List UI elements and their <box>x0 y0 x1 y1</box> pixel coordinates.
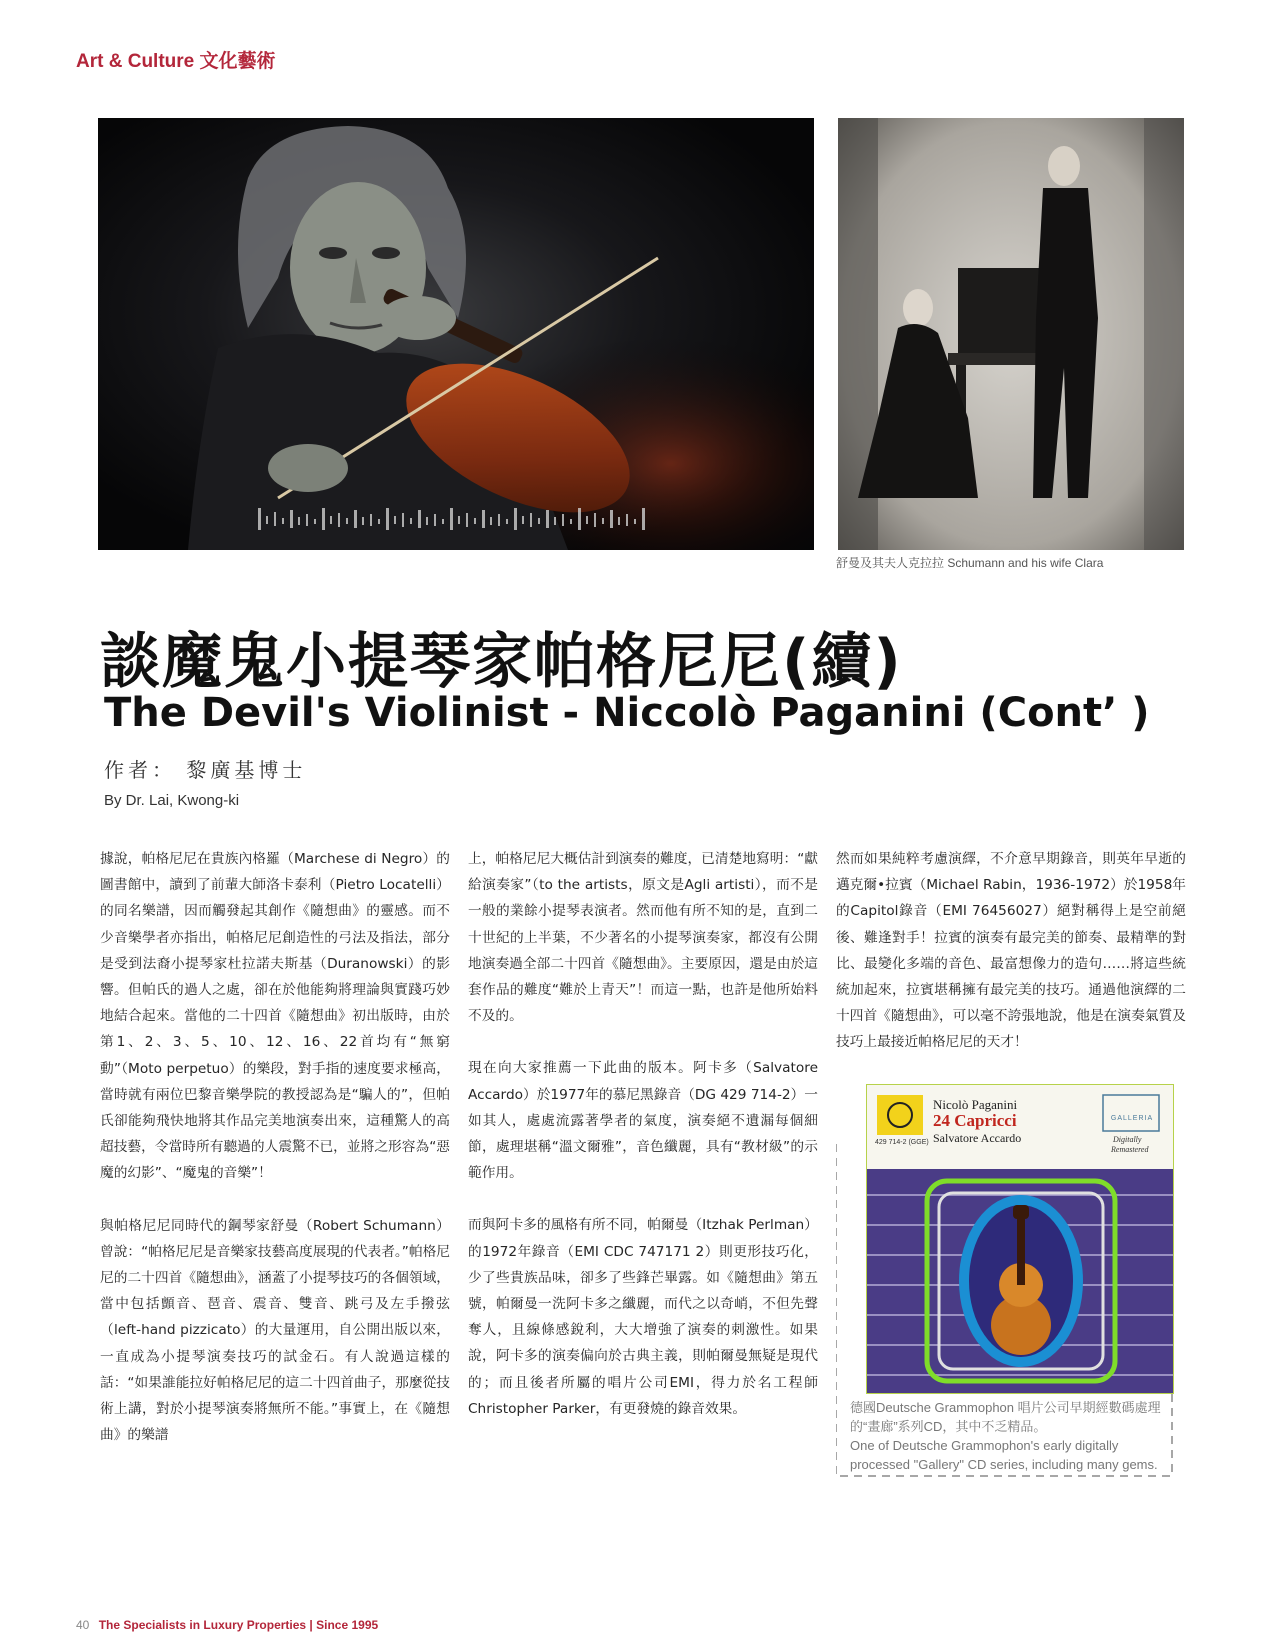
cd-composer: Nicolò Paganini <box>933 1097 1018 1112</box>
violinist-image <box>98 118 814 550</box>
paragraph: 現在向大家推薦一下此曲的版本。阿卡多（Salvatore Accardo）於1977年的慕尼黑錄音（DG 429 714-2）一如其人，處處流露著學者的氣度，演奏絕不遺漏每個細節，處理堪稱“溫文爾雅”，音色纖麗，具有“教材級”的示範作用。 <box>468 1060 818 1182</box>
paragraph: 上，帕格尼尼大概估計到演奏的難度，已清楚地寫明：“獻給演奏家”（to the artists，原文是Agli artisti），而不是一般的業餘小提琴表演者。然而他有所不知的是，直到二十世紀的上半葉，不少著名的小提琴演奏家，都沒有公開地演奏過全部二十四首《隨想曲》。主要原因，還是由於這套作品的難度“難於上青天”！而這一點，也許是他所始料不及的。 <box>468 851 818 1025</box>
page-footer <box>76 1618 378 1632</box>
paragraph: 據說，帕格尼尼在貴族內格羅（Marchese di Negro）的圖書館中，讀到了前輩大師洛卡泰利（Pietro Locatelli）的同名樂譜，因而觸發起其創作《隨想曲》的靈感。而不少音樂學者亦指出，帕格尼尼創造性的弓法及指法，部分是受到法裔小提琴家杜拉諾夫斯基（Duranowski）的影響。但帕氏的過人之處，卻在於他能夠將理論與實踐巧妙地結合起來。當他的二十四首《隨想曲》初出版時，由於第1、2、3、5、10、12、16、22首均有“無窮動”（Moto perpetuo）的樂段，對手指的速度要求極高，當時就有兩位巴黎音樂學院的教授認為是“騙人的”，但帕氏卻能夠飛快地將其作品完美地演奏出來，這種驚人的高超技藝，令當時所有聽過的人震驚不已，並將之形容為“惡魔的幻影”、“魔鬼的音樂”！ <box>100 851 450 1182</box>
paragraph: 與帕格尼尼同時代的鋼琴家舒曼（Robert Schumann）曾說：“帕格尼尼是音樂家技藝高度展現的代表者。”帕格尼尼的二十四首《隨想曲》，涵蓋了小提琴技巧的各個領域，當中包括顫音、琶音、震音、雙音、跳弓及左手撥弦（left-hand pizzicato）的大量運用，自公開出版以來，一直成為小提琴演奏技巧的試金石。有人說過這樣的話：“如果誰能拉好帕格尼尼的這二十四首曲子，那麼從技術上講，對於小提琴演奏將無所不能。”事實上，在《隨想曲》的樂譜 <box>100 1217 450 1444</box>
page-title-zh: 談魔鬼小提琴家帕格尼尼(續) <box>100 627 903 697</box>
author-zh: 作者： 黎廣基博士 <box>104 758 307 782</box>
author-en: By Dr. Lai, Kwong-ki <box>104 792 240 809</box>
footer-text: The Specialists in Luxury Properties | Since 1995 <box>98 1618 379 1632</box>
cd-performer: Salvatore Accardo <box>933 1131 1022 1145</box>
cd-work: 24 Capricci <box>933 1111 1017 1130</box>
paragraph: 然而如果純粹考慮演繹，不介意早期錄音，則英年早逝的邁克爾•拉賓（Michael Rabin，1936-1972）於1958年的Capitol錄音（EMI 76456027）絕對稱得上是空前絕後、難逢對手！拉賓的演奏有最完美的節奏、最精準的對比、最變化多端的音色、最富想像力的造句……將這些統統加起來，拉賓堪稱擁有最完美的技巧。通過他演繹的二十四首《隨想曲》，可以毫不誇張地說，他是在演奏氣質及技巧上最接近帕格尼尼的天才！ <box>836 851 1186 1051</box>
schumann-photo <box>838 118 1184 550</box>
cd-series-badge: GALLERIA <box>1110 1115 1154 1122</box>
cd-caption <box>850 1398 1166 1474</box>
cd-caption-en: One of Deutsche Grammophon's early digitally processed "Gallery" CD series, including many gems. <box>850 1438 1158 1472</box>
cd-digital-badge-1: Digitally <box>1113 1135 1142 1144</box>
page-number: 40 <box>76 1618 90 1632</box>
cd-catalog: 429 714-2 (GGE) <box>875 1139 929 1146</box>
photo-caption: 舒曼及其夫人克拉拉 Schumann and his wife Clara <box>836 556 1104 570</box>
cd-caption-zh: 德國Deutsche Grammophon 唱片公司早期經數碼處理的“畫廊”系列CD，其中不乏精品。 <box>850 1400 1161 1434</box>
section-tag: Art & Culture 文化藝術 <box>76 51 276 72</box>
cd-digital-badge-2: Remastered <box>1111 1145 1149 1154</box>
dg-logo-icon <box>877 1095 923 1135</box>
article-column-3 <box>836 846 1186 1082</box>
paragraph: 而與阿卡多的風格有所不同，帕爾曼（Itzhak Perlman）的1972年錄音（EMI CDC 747171 2）則更形技巧化，少了些貴族品味，卻多了些鋒芒畢露。如《隨想曲》第五號，帕爾曼一洗阿卡多之纖麗，而代之以奇峭，不但先聲奪人，且線條感銳利，大大增強了演奏的刺激性。如果說，阿卡多的演奏偏向於古典主義，則帕爾曼無疑是現代的；而且後者所屬的唱片公司EMI，得力於名工程師Christopher Parker，有更發燒的錄音效果。 <box>468 1217 818 1417</box>
article-column-1 <box>100 846 450 1474</box>
page-title-en: The Devil's Violinist - Niccolò Paganini (Cont’ ) <box>104 690 1150 736</box>
cd-cover <box>866 1084 1174 1394</box>
article-column-2 <box>468 846 818 1448</box>
